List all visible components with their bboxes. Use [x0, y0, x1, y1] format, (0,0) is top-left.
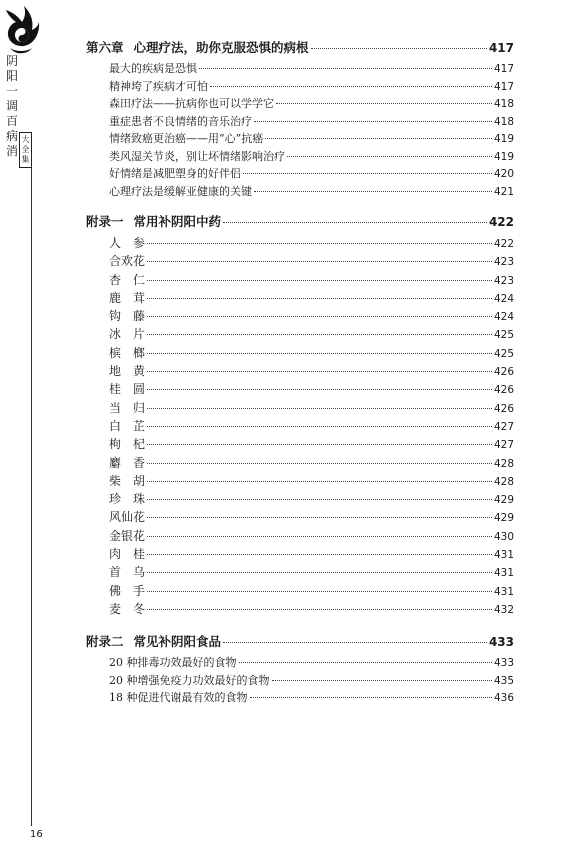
entry-title: 森田疗法——抗病你也可以学学它	[109, 97, 274, 110]
entry-page: 435	[493, 674, 514, 687]
entry-title: 金银花	[109, 528, 146, 543]
appendix-label: 附录二	[86, 634, 124, 650]
leader-dots	[311, 48, 487, 49]
entry-title: 钩藤	[109, 309, 158, 324]
toc-entry[interactable]	[86, 417, 514, 435]
appendix-label: 附录一	[86, 214, 124, 229]
margin-rule	[31, 166, 32, 826]
toc-entry[interactable]	[86, 490, 514, 508]
entry-page: 417	[493, 63, 514, 75]
entry-page: 423	[493, 274, 514, 287]
entry-title: 情绪致癌更治癌——用“心”抗癌	[109, 132, 264, 145]
toc-entry[interactable]	[86, 234, 514, 252]
toc-entry[interactable]	[86, 271, 514, 289]
toc-entry[interactable]	[86, 545, 514, 563]
leader-dots	[276, 103, 492, 104]
herb-list	[86, 234, 514, 618]
entry-page: 420	[493, 168, 514, 180]
entry-title: 槟榔	[109, 345, 158, 360]
entry-title: 首乌	[109, 565, 158, 580]
entry-title: 风仙花	[109, 510, 146, 525]
entry-title: 20 种排毒功效最好的食物	[109, 656, 237, 670]
leader-dots	[210, 86, 492, 87]
entry-page: 436	[493, 692, 514, 705]
entry-page: 424	[493, 311, 514, 324]
entry-page: 425	[493, 347, 514, 360]
leader-dots	[147, 499, 492, 500]
chapter-label: 第六章	[86, 40, 124, 55]
toc-entry[interactable]	[86, 689, 514, 707]
entry-title: 心理疗法是缓解亚健康的关键	[109, 184, 252, 198]
page-number: 16	[30, 829, 43, 840]
entry-page: 426	[493, 384, 514, 397]
entry-page: 427	[493, 420, 514, 433]
appendix-page: 422	[488, 215, 514, 229]
leader-dots	[223, 222, 487, 223]
toc-entry[interactable]	[86, 582, 514, 600]
leader-dots	[147, 371, 492, 372]
toc-entry[interactable]	[86, 563, 514, 581]
entry-page: 425	[493, 329, 514, 342]
toc-entry[interactable]	[86, 508, 514, 526]
leader-dots	[147, 536, 492, 537]
leader-dots	[147, 609, 492, 610]
toc-entry[interactable]	[86, 165, 514, 183]
entry-page: 431	[493, 567, 514, 580]
entry-page: 431	[493, 585, 514, 598]
entry-title: 类风湿关节炎，别让坏情绪影响治疗	[109, 149, 285, 163]
entry-page: 429	[493, 494, 514, 507]
entry-page: 429	[493, 512, 514, 525]
toc-entry[interactable]	[86, 60, 514, 78]
entry-page: 428	[493, 475, 514, 488]
entry-page: 428	[493, 457, 514, 470]
entry-title: 肉桂	[109, 547, 158, 562]
leader-dots	[147, 517, 492, 518]
toc-entry[interactable]	[86, 113, 514, 131]
leader-dots	[147, 280, 492, 281]
leader-dots	[223, 642, 487, 643]
toc-entry[interactable]	[86, 344, 514, 362]
toc-entry[interactable]	[86, 600, 514, 618]
leader-dots	[147, 463, 492, 464]
food-list	[86, 654, 514, 707]
toc-entry[interactable]	[86, 130, 514, 148]
toc-entry[interactable]	[86, 380, 514, 398]
entry-title: 柴胡	[109, 473, 158, 488]
chapter-heading[interactable]	[86, 38, 514, 60]
chapter-section-list	[86, 60, 514, 200]
entry-title: 精神垮了疾病才可怕	[109, 79, 208, 93]
entry-page: 426	[493, 402, 514, 415]
toc-entry[interactable]	[86, 307, 514, 325]
entry-title: 枸杞	[109, 437, 158, 452]
leader-dots	[239, 662, 492, 663]
toc-entry[interactable]	[86, 148, 514, 166]
entry-page: 427	[493, 439, 514, 452]
entry-page: 431	[493, 549, 514, 562]
entry-page: 418	[493, 98, 514, 110]
book-title-vertical: 阴阳一调百病消	[5, 54, 18, 158]
toc-entry[interactable]	[86, 289, 514, 307]
toc-entry[interactable]	[86, 672, 514, 690]
entry-title: 合欢花	[109, 254, 146, 269]
entry-page: 422	[493, 238, 514, 250]
yin-yang-flame-logo	[2, 4, 40, 56]
entry-title: 当归	[109, 400, 158, 415]
leader-dots	[147, 591, 492, 592]
leader-dots	[147, 481, 492, 482]
chapter-page: 417	[488, 41, 514, 55]
toc-entry[interactable]	[86, 252, 514, 270]
toc-entry[interactable]	[86, 78, 514, 96]
appendix-heading[interactable]	[86, 632, 514, 654]
entry-title: 人参	[109, 236, 158, 250]
toc-entry[interactable]	[86, 654, 514, 672]
leader-dots	[254, 191, 492, 192]
entry-title: 地黄	[109, 364, 158, 379]
toc-entry[interactable]	[86, 399, 514, 417]
toc-entry[interactable]	[86, 183, 514, 201]
toc-entry[interactable]	[86, 472, 514, 490]
leader-dots	[147, 334, 492, 335]
entry-title: 麦冬	[109, 601, 158, 616]
entry-title: 20 种增强免疫力功效最好的食物	[109, 673, 270, 687]
leader-dots	[243, 173, 492, 174]
entry-page: 432	[493, 603, 514, 616]
left-margin	[0, 0, 43, 854]
entry-title: 好情绪是减肥塑身的好伴侣	[109, 167, 241, 180]
leader-dots	[147, 426, 492, 427]
leader-dots	[254, 121, 492, 122]
leader-dots	[147, 243, 492, 244]
entry-page: 430	[493, 530, 514, 543]
entry-title: 重症患者不良情绪的音乐治疗	[109, 114, 252, 128]
leader-dots	[147, 353, 492, 354]
leader-dots	[147, 554, 492, 555]
toc-entry[interactable]	[86, 362, 514, 380]
entry-title: 18 种促进代谢最有效的食物	[109, 691, 248, 705]
table-of-contents	[86, 38, 514, 707]
entry-title: 最大的疾病是恐惧	[109, 62, 197, 75]
entry-page: 433	[493, 657, 514, 670]
leader-dots	[287, 156, 492, 157]
entry-page: 423	[493, 256, 514, 269]
entry-page: 421	[493, 185, 514, 198]
entry-page: 426	[493, 366, 514, 379]
entry-page: 424	[493, 292, 514, 305]
appendix-heading[interactable]	[86, 212, 514, 234]
chapter-title: 心理疗法，助你克服恐惧的病根	[133, 40, 309, 55]
entry-title: 冰片	[109, 327, 158, 342]
leader-dots	[147, 261, 492, 262]
entry-title: 佛手	[109, 583, 158, 598]
leader-dots	[147, 298, 492, 299]
leader-dots	[199, 68, 492, 69]
leader-dots	[250, 697, 492, 698]
toc-entry[interactable]	[86, 435, 514, 453]
toc-entry[interactable]	[86, 527, 514, 545]
entry-title: 珍珠	[109, 492, 158, 507]
entry-title: 麝香	[109, 455, 158, 470]
leader-dots	[147, 444, 492, 445]
leader-dots	[147, 389, 492, 390]
entry-page: 419	[493, 150, 514, 163]
entry-title: 桂圆	[109, 382, 158, 397]
entry-page: 417	[493, 80, 514, 93]
entry-title: 白芷	[109, 418, 158, 433]
appendix-page: 433	[488, 635, 514, 650]
leader-dots	[147, 408, 492, 409]
leader-dots	[265, 138, 492, 139]
toc-entry[interactable]	[86, 325, 514, 343]
toc-entry[interactable]	[86, 95, 514, 113]
leader-dots	[147, 316, 492, 317]
leader-dots	[147, 572, 492, 573]
entry-title: 杏仁	[109, 272, 158, 287]
appendix-title: 常用补阴阳中药	[133, 214, 222, 229]
toc-entry[interactable]	[86, 454, 514, 472]
appendix-title: 常见补阴阳食品	[133, 634, 222, 650]
entry-page: 418	[493, 115, 514, 128]
leader-dots	[272, 680, 492, 681]
book-badge: 大全集	[19, 132, 32, 168]
entry-page: 419	[493, 133, 514, 145]
entry-title: 鹿茸	[109, 290, 158, 305]
